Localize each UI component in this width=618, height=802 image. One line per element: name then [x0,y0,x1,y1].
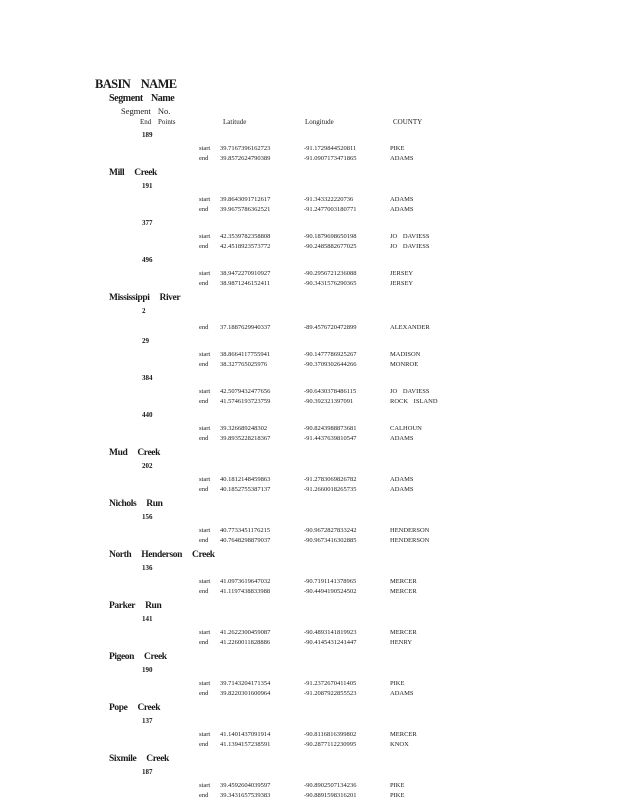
latitude-value: 39.4592604039597 [220,782,271,789]
latitude-value: 41.0973619647032 [220,578,271,585]
endpoint-label: end [199,690,209,697]
segment-number: 136 [142,564,153,572]
endpoint-label: start [199,196,211,203]
endpoint-row [0,243,618,253]
county-value: ADAMS [390,486,414,493]
segment-number: 190 [142,666,153,674]
endpoint-label: start [199,425,211,432]
longitude-value: -90.8891598316201 [304,792,357,799]
longitude-value: -91.2660018265735 [304,486,357,493]
county-value: ADAMS [390,206,414,213]
basin-name: Nichols Run [109,499,163,509]
header-longitude: Longitude [305,118,334,126]
latitude-value: 40.7648298879037 [220,537,271,544]
county-value: PIKE [390,792,405,799]
endpoint-label: end [199,486,209,493]
endpoint-label: start [199,527,211,534]
segment-number: 189 [142,131,153,139]
county-value: MERCER [390,731,417,738]
latitude-value: 42.3539782358808 [220,233,271,240]
endpoint-row [0,476,618,486]
header-end-points: End Points [140,118,176,126]
longitude-value: -91.2372670411405 [304,680,357,687]
endpoint-label: start [199,629,211,636]
endpoint-row [0,680,618,690]
county-value: JO DAVIESS [390,233,430,240]
segment-number: 137 [142,717,153,725]
endpoint-row [0,196,618,206]
endpoint-label: start [199,388,211,395]
endpoint-label: start [199,731,211,738]
endpoint-row [0,690,618,700]
endpoint-label: start [199,233,211,240]
longitude-value: -90.2877112230995 [304,741,357,748]
longitude-value: -90.8243988873681 [304,425,357,432]
basin-name: Mud Creek [109,448,160,458]
endpoint-row [0,588,618,598]
county-value: JERSEY [390,270,414,277]
header-county: COUNTY [393,118,423,126]
county-value: MERCER [390,588,417,595]
basin-name: Mill Creek [109,168,157,178]
endpoint-row [0,280,618,290]
endpoint-label: end [199,280,209,287]
longitude-value: -91.2087922855523 [304,690,357,697]
county-value: HENDERSON [390,537,430,544]
longitude-value: -91.2477003180771 [304,206,357,213]
longitude-value: -91.1729844520811 [304,145,357,152]
endpoint-label: end [199,243,209,250]
latitude-value: 42.4518923573772 [220,243,271,250]
endpoint-row [0,324,618,334]
county-value: ROCK ISLAND [390,398,438,405]
endpoint-label: end [199,206,209,213]
longitude-value: -91.2783069826782 [304,476,357,483]
longitude-value: -90.9672827833242 [304,527,357,534]
endpoint-row [0,233,618,243]
latitude-value: 42.5079432477656 [220,388,271,395]
endpoint-label: end [199,155,209,162]
endpoint-row [0,361,618,371]
latitude-value: 39.8643091712617 [220,196,271,203]
latitude-value: 39.3431657539383 [220,792,271,799]
latitude-value: 39.8935228218367 [220,435,271,442]
endpoint-row [0,351,618,361]
longitude-value: -90.2956721236088 [304,270,357,277]
endpoint-row [0,486,618,496]
longitude-value: -90.6430378486115 [304,388,357,395]
latitude-value: 37.1887629940337 [220,324,271,331]
segment-number: 29 [142,337,149,345]
endpoint-label: start [199,578,211,585]
longitude-value: -90.9673416302885 [304,537,357,544]
endpoint-row [0,578,618,588]
endpoint-label: end [199,639,209,646]
latitude-value: 39.8220301600964 [220,690,271,697]
longitude-value: -90.8116816399802 [304,731,357,738]
endpoint-label: start [199,680,211,687]
endpoint-row [0,206,618,216]
segment-number: 384 [142,374,153,382]
segment-number: 141 [142,615,153,623]
longitude-value: -90.392321397091 [304,398,354,405]
endpoint-label: end [199,741,209,748]
longitude-value: -90.4494190524502 [304,588,357,595]
latitude-value: 38.8664117755941 [220,351,271,358]
header-latitude: Latitude [223,118,247,126]
longitude-value: -90.1879698650198 [304,233,357,240]
longitude-value: -90.4145431241447 [304,639,357,646]
county-value: ADAMS [390,196,414,203]
county-value: MONROE [390,361,419,368]
latitude-value: 41.1394157238591 [220,741,271,748]
county-value: KNOX [390,741,409,748]
endpoint-label: start [199,476,211,483]
longitude-value: -90.3709302644266 [304,361,357,368]
segment-number: 187 [142,768,153,776]
segment-number: 191 [142,182,153,190]
endpoint-row [0,425,618,435]
county-value: JO DAVIESS [390,243,430,250]
county-value: ADAMS [390,435,414,442]
endpoint-row [0,270,618,280]
endpoint-row [0,782,618,792]
latitude-value: 38.9472270910927 [220,270,271,277]
basin-name: Pigeon Creek [109,652,167,662]
endpoint-label: end [199,398,209,405]
county-value: JERSEY [390,280,414,287]
segment-number: 496 [142,256,153,264]
latitude-value: 40.7733451176215 [220,527,271,534]
latitude-value: 39.326689248302 [220,425,268,432]
longitude-value: -90.2485882677025 [304,243,357,250]
latitude-value: 39.7167396162723 [220,145,271,152]
endpoint-label: start [199,145,211,152]
latitude-value: 41.2622300459087 [220,629,271,636]
segment-number: 2 [142,307,146,315]
longitude-value: -90.3431576290365 [304,280,357,287]
header-segment-name: Segment Name [109,93,175,104]
latitude-value: 41.5746193723759 [220,398,271,405]
county-value: PIKE [390,145,405,152]
county-value: PIKE [390,680,405,687]
county-value: JO DAVIESS [390,388,430,395]
segment-number: 202 [142,462,153,470]
longitude-value: -91.0907173471865 [304,155,357,162]
latitude-value: 38.327765025976 [220,361,268,368]
endpoint-label: end [199,537,209,544]
basin-name: Parker Run [109,601,162,611]
latitude-value: 40.1852755387137 [220,486,271,493]
county-value: ADAMS [390,155,414,162]
county-value: PIKE [390,782,405,789]
county-value: ADAMS [390,476,414,483]
county-value: CALHOUN [390,425,422,432]
longitude-value: -91.343322220736 [304,196,354,203]
county-value: MERCER [390,629,417,636]
latitude-value: 38.9871246152411 [220,280,271,287]
longitude-value: -89.4576720472899 [304,324,357,331]
endpoint-row [0,741,618,751]
segment-number: 377 [142,219,153,227]
longitude-value: -91.4437639810547 [304,435,357,442]
county-value: HENDERSON [390,527,430,534]
latitude-value: 39.7143204171354 [220,680,271,687]
endpoint-label: end [199,324,209,331]
endpoint-row [0,731,618,741]
longitude-value: -90.7191141378965 [304,578,357,585]
county-value: MERCER [390,578,417,585]
basin-name: North Henderson Creek [109,550,215,560]
basin-name: Pope Creek [109,703,161,713]
latitude-value: 39.9675786362521 [220,206,271,213]
header-segment-no: Segment No. [121,106,171,116]
endpoint-label: end [199,361,209,368]
basin-name: Mississippi River [109,293,181,303]
endpoint-label: end [199,435,209,442]
endpoint-row [0,792,618,802]
county-value: ALEXANDER [390,324,430,331]
longitude-value: -90.8902507134236 [304,782,357,789]
longitude-value: -90.4893141819923 [304,629,357,636]
longitude-value: -90.1477786925267 [304,351,357,358]
endpoint-row [0,639,618,649]
latitude-value: 40.1812148459863 [220,476,271,483]
segment-number: 440 [142,411,153,419]
segment-number: 156 [142,513,153,521]
endpoint-label: start [199,782,211,789]
endpoint-row [0,388,618,398]
county-value: ADAMS [390,690,414,697]
endpoint-row [0,537,618,547]
endpoint-row [0,145,618,155]
endpoint-label: end [199,792,209,799]
basin-name: Sixmile Creek [109,754,169,764]
endpoint-label: end [199,588,209,595]
county-value: HENRY [390,639,413,646]
latitude-value: 41.2260011828886 [220,639,271,646]
endpoint-row [0,527,618,537]
endpoint-row [0,155,618,165]
header-basin-name: BASIN NAME [95,77,177,91]
latitude-value: 39.8572624790389 [220,155,271,162]
endpoint-label: start [199,351,211,358]
endpoint-label: start [199,270,211,277]
latitude-value: 41.1197438833988 [220,588,271,595]
endpoint-row [0,435,618,445]
endpoint-row [0,629,618,639]
county-value: MADISON [390,351,421,358]
endpoint-row [0,398,618,408]
latitude-value: 41.1401437091914 [220,731,271,738]
